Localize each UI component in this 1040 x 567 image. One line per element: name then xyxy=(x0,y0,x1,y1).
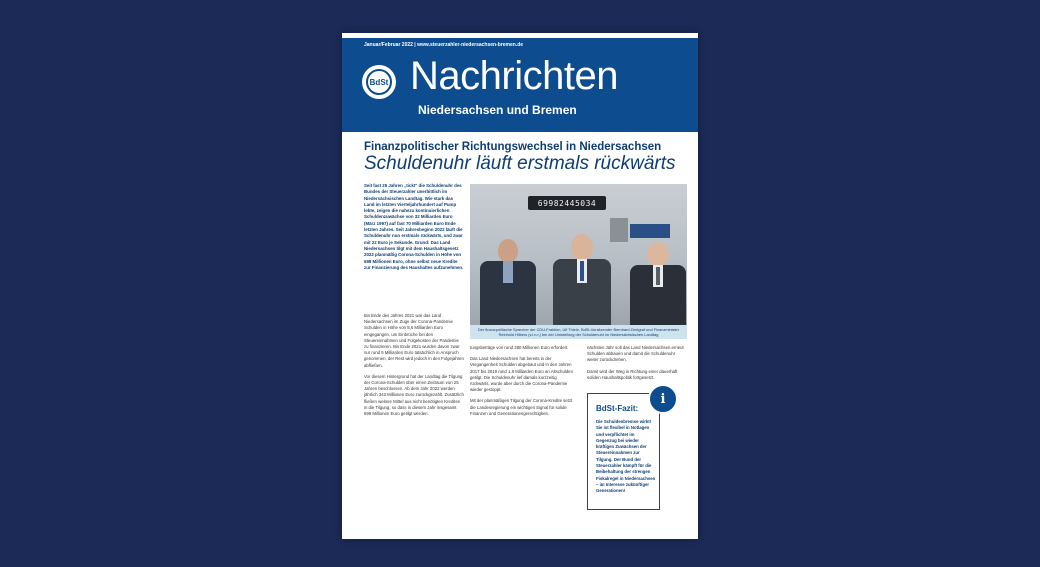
bdst-logo-text: BdSt xyxy=(366,69,392,95)
newsletter-cover xyxy=(342,33,698,539)
column-paragraph: Mit der planmäßigen Tilgung der Corona-Kredite setzt die Landesregierung ein wichtiges Signal für solide Finanzen und Generationengerechtigkeit. xyxy=(470,398,573,416)
column-paragraph: Bis Ende des Jahres 2021 war das Land Niedersachsen im Zuge der Corona-Pandemie Schulden in Höhe von 8,6 Milliarden Euro eingegangen, um Einbrüche bei den Steuereinnahmen und Folgekosten der Pandemie zu finanzieren. Bis Ende 2021 wurden davon zwar nur rund 5 Milliarden Euro tatsächlich in Anspruch genommen, der Rest wird jedoch in den Folgejahren abfließen. xyxy=(364,313,464,368)
column-paragraph: nächsten Jahr soll das Land Niedersachsen erneut Schulden abbauen und damit die Schuldenuhr weiter zurückdrehen. xyxy=(587,345,684,363)
wall-sign xyxy=(630,224,670,238)
fazit-text: Die Schuldenbremse wirkt! Sie ist flexibel in Notlagen und verpflichtet im Gegenzug bei wieder kräftigen Zuwächsen der Steuereinnahmen zur Tilgung. Der Bund der Steuerzahler kämpft für die Beibehaltung der strengen Fiskalregel in Niedersachsen – im Interesse zukünftiger Generationen! xyxy=(596,419,656,494)
debt-clock-display: 69982445034 xyxy=(528,196,606,210)
fazit-title: BdSt-Fazit: xyxy=(596,404,639,413)
column-paragraph: tungsbeträge von rund 280 Millionen Euro erfordert. xyxy=(470,345,569,350)
column-paragraph: Damit wird der Weg in Richtung einer dauerhaft soliden Haushaltspolitik fortgesetzt. xyxy=(587,368,678,380)
article-lead: Seit fast 25 Jahren „tickt" die Schuldenuhr des Bundes der Steuerzahler unerbittlich im Niedersächsischen Landtag. Wie stark das Land im letzten Vierteljahrhundert auf Pump lebte, zeigen die nahezu kontinuierlichen Schuldenzuwächse von 32 Milliarden Euro (März 1997) auf fast 70 Milliarden Euro Ende letzten Jahres. Seit Jahresbeginn 2022 läuft die Schuldenuhr nun erstmals rückwärts, und zwar mit 22 Euro je Sekunde. Grund: Das Land Niedersachsen tilgt mit dem Haushaltsgesetz 2022 planmäßig Corona-Schulden in Höhe von 698 Millionen Euro, ohne selbst neue Kredite zur Finanzierung des Haushaltes aufzunehmen. xyxy=(364,183,464,270)
region-subtitle: Niedersachsen und Bremen xyxy=(418,103,577,117)
bdst-logo xyxy=(362,65,396,99)
masthead xyxy=(342,38,698,132)
article-headline: Schuldenuhr läuft erstmals rückwärts xyxy=(364,153,676,174)
person-right xyxy=(630,242,686,325)
text-column-1 xyxy=(364,313,464,422)
article-photo xyxy=(470,184,687,325)
person-middle xyxy=(553,234,611,325)
dateline: Januar/Februar 2022 | www.steuerzahler-niedersachsen-bremen.de xyxy=(364,42,524,48)
photo-caption: Der finanzpolitische Sprecher der CDU-Fraktion, Ulf Thiele, BdSt-Vorsitzender Bernhard Zentgraf und Finanzminister Reinhold Hilbers (v.l.n.r.) bei der Umstellung der Schuldenuhr im Niedersächsischen Landtag xyxy=(470,325,687,339)
wall-panel xyxy=(610,218,628,242)
text-column-3 xyxy=(587,345,687,386)
info-icon: i xyxy=(648,384,678,414)
brand-title: Nachrichten xyxy=(410,54,618,98)
column-paragraph: Vor diesem Hintergrund hat der Landtag die Tilgung der Corona-Schulden über einen Zeitraum von 25 Jahren beschlossen. Ab dem Jahr 2022 werden jährlich 343 Millionen Euro zurückgezahlt. Zusätzlich fließen weitere Mittel aus nicht benötigten Krediten in die Tilgung, so dass in diesem Jahr insgesamt 698 Millionen Euro getilgt werden. xyxy=(364,373,464,417)
column-paragraph: Das Land Niedersachsen hat bereits in der Vergangenheit Schulden abgebaut und in den Jahren 2017 bis 2019 rund 1,8 Milliarden Euro an Altschulden getilgt. Die Schuldenuhr lief damals kurzzeitig rückwärts, wurde aber durch die Corona-Pandemie wieder gestoppt. xyxy=(470,356,573,393)
person-left xyxy=(480,239,536,325)
text-column-2 xyxy=(470,345,575,422)
fazit-box xyxy=(587,393,660,510)
article-kicker: Finanzpolitischer Richtungswechsel in Niedersachsen xyxy=(364,141,662,153)
